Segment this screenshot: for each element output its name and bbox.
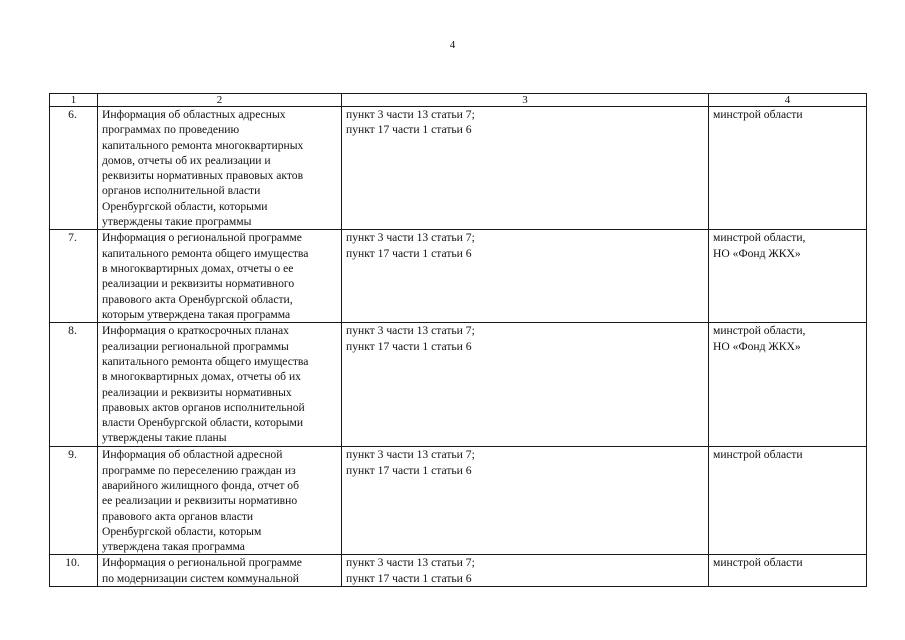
description-line: реализации региональной программы [102,339,289,353]
description-cell [98,447,342,555]
row-number-cell [50,230,98,323]
description-line: Информация о региональной программе [102,556,302,570]
description-cell [98,555,342,587]
responsible-line: НО «Фонд ЖКХ» [713,246,801,260]
description-cell [98,230,342,323]
responsible-line: минстрой области [713,448,803,462]
legal-basis-line: пункт 17 части 1 статьи 6 [346,339,472,353]
responsible-line: минстрой области [713,108,803,121]
legal-basis-line: пункт 3 части 13 статьи 7; [346,108,475,121]
legal-basis-cell [342,447,709,555]
legal-basis-line: пункт 17 части 1 статьи 6 [346,246,472,260]
description-line: Информация о региональной программе [102,231,302,245]
page-number: 4 [449,39,456,51]
table-row [50,230,867,323]
description-line: ее реализации и реквизиты нормативно [102,494,298,508]
responsible-line: минстрой области [713,556,803,570]
description-cell [98,323,342,447]
description-line: правового акта органов власти [102,509,254,523]
row-number-cell [50,447,98,555]
description-line: реквизиты нормативных правовых актов [102,169,304,183]
responsible-line: минстрой области, [713,324,806,338]
description-line: правовых актов органов исполнительной [102,400,305,414]
header-cell-3: 3 [342,94,709,107]
responsible-line: НО «Фонд ЖКХ» [713,339,801,353]
legal-basis-line: пункт 17 части 1 статьи 6 [346,123,472,137]
row-number-cell [50,323,98,447]
responsible-cell [709,107,867,230]
row-number: 9. [68,448,77,462]
legal-basis-cell [342,555,709,587]
table-header-row [50,94,867,107]
description-line: капитального ремонта многоквартирных [102,138,304,152]
description-line: правового акта Оренбургской области, [102,292,293,306]
description-cell [98,107,342,230]
legal-basis-line: пункт 3 части 13 статьи 7; [346,231,475,245]
responsible-line: минстрой области, [713,231,806,245]
description-line: власти Оренбургской области, которыми [102,416,304,430]
description-line: Оренбургской области, которым [102,524,262,538]
legal-basis-cell [342,323,709,447]
legal-basis-line: пункт 17 части 1 статьи 6 [346,463,472,477]
responsible-cell [709,555,867,587]
responsible-cell [709,447,867,555]
description-line: аварийного жилищного фонда, отчет об [102,478,299,492]
row-number: 6. [68,108,77,121]
description-line: утверждена такая программа [102,540,245,554]
row-number: 10. [65,556,80,570]
description-line: капитального ремонта общего имущества [102,246,309,260]
row-number-cell [50,555,98,587]
table-body [50,94,867,587]
description-line: программах по проведению [102,123,240,137]
legal-basis-line: пункт 17 части 1 статьи 6 [346,571,472,585]
header-cell-2: 2 [98,94,342,107]
header-cell-1: 1 [50,94,98,107]
description-line: которым утверждена такая программа [102,307,291,321]
description-line: по модернизации систем коммунальной [102,571,299,585]
table-row [50,447,867,555]
description-line: реализации и реквизиты нормативного [102,277,295,291]
legal-basis-line: пункт 3 части 13 статьи 7; [346,448,475,462]
description-line: Информация об областных адресных [102,108,286,121]
table-row [50,107,867,230]
legal-basis-cell [342,230,709,323]
row-number: 8. [68,324,77,338]
header-cell-4: 4 [709,94,867,107]
description-line: утверждены такие программы [102,215,252,229]
table-row [50,323,867,447]
table-row [50,555,867,587]
description-line: в многоквартирных домах, отчеты об их [102,370,301,384]
document-table [49,93,867,587]
description-line: домов, отчеты об их реализации и [102,153,271,167]
row-number-cell [50,107,98,230]
description-line: реализации и реквизиты нормативных [102,385,292,399]
legal-basis-line: пункт 3 части 13 статьи 7; [346,324,475,338]
description-line: органов исполнительной власти [102,184,261,198]
responsible-cell [709,230,867,323]
legal-basis-cell [342,107,709,230]
description-line: Информация о краткосрочных планах [102,324,289,338]
description-line: Оренбургской области, которыми [102,199,268,213]
legal-basis-line: пункт 3 части 13 статьи 7; [346,556,475,570]
description-line: капитального ремонта общего имущества [102,354,309,368]
row-number: 7. [68,231,77,245]
description-line: утверждены такие планы [102,431,227,445]
description-line: Информация об областной адресной [102,448,283,462]
responsible-cell [709,323,867,447]
description-line: программе по переселению граждан из [102,463,296,477]
description-line: в многоквартирных домах, отчеты о ее [102,261,294,275]
